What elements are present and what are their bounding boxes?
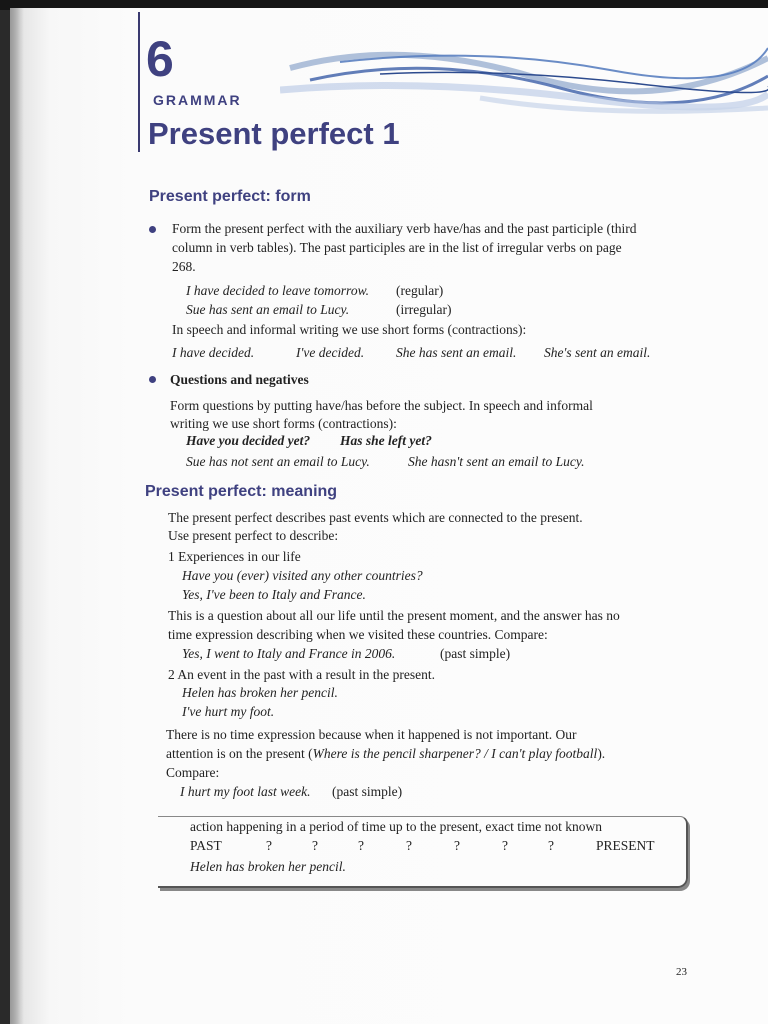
contractions-intro: In speech and informal writing we use short forms (contractions): [172,322,527,337]
timeline-past: PAST [190,838,222,853]
point-1-example-2: Yes, I've been to Italy and France. [182,587,366,602]
timeline-mark: ? [266,838,272,853]
timeline-mark: ? [502,838,508,853]
timeline-mark: ? [406,838,412,853]
form-line-2: column in verb tables). The past participles are in the list of irregular verbs on page [172,240,622,255]
timeline-caption: action happening in a period of time up to the present, exact time not known [190,819,603,834]
point-2-note-2 [166,746,605,762]
questions-line-1: Form questions by putting have/has before the subject. In speech and informal [170,398,593,413]
contraction-long-1: I have decided. [172,345,255,360]
contraction-short-1: I've decided. [296,345,365,360]
page-number: 23 [676,966,687,978]
point-2-example-2: I've hurt my foot. [182,704,275,719]
note-irregular: (irregular) [396,302,452,317]
questions-heading: Questions and negatives [170,372,309,387]
point-2-title: 2 An event in the past with a result in the present. [168,667,435,682]
negative-example-2: She hasn't sent an email to Lucy. [408,454,585,469]
questions-line-2: writing we use short forms (contractions): [170,416,397,431]
bullet-dot [149,226,156,233]
question-example-1: Have you decided yet? [186,433,311,448]
meaning-intro-1: The present perfect describes past events which are connected to the present. [168,510,583,525]
point-1-title: 1 Experiences in our life [168,549,301,564]
unit-number: 6 [146,31,174,87]
form-line-3: 268. [172,259,196,274]
timeline-present: PRESENT [596,838,655,853]
timeline-mark: ? [548,838,554,853]
contraction-short-2: She's sent an email. [544,345,651,360]
point-1-compare: Yes, I went to Italy and France in 2006. [182,646,396,661]
point-2-note-2-end: ). [597,746,606,761]
unit-rule [138,12,140,152]
timeline-mark: ? [358,838,364,853]
bullet-dot [149,376,156,383]
point-2-compare-note: (past simple) [332,784,403,799]
point-2-note-1: There is no time expression because when it happened is not important. Our [166,727,577,742]
contraction-long-2: She has sent an email. [396,345,517,360]
timeline-example: Helen has broken her pencil. [190,859,346,874]
book-page [10,8,768,1024]
question-example-2: Has she left yet? [340,433,432,448]
section-label: GRAMMAR [153,92,242,108]
negative-example-1: Sue has not sent an email to Lucy. [186,454,370,469]
timeline-mark: ? [454,838,460,853]
point-1-note-1: This is a question about all our life until the present moment, and the answer has no [168,608,620,623]
timeline-mark: ? [312,838,318,853]
point-2-example-1: Helen has broken her pencil. [182,685,338,700]
point-1-example-1: Have you (ever) visited any other countries? [182,568,423,583]
point-2-note-2-italic: Where is the pencil sharpener? / I can't play football [312,746,598,761]
form-line-1: Form the present perfect with the auxiliary verb have/has and the past participle (third [172,221,637,236]
example-irregular: Sue has sent an email to Lucy. [186,302,350,317]
heading-meaning: Present perfect: meaning [145,483,338,500]
page-title: Present perfect 1 [148,116,400,151]
example-regular: I have decided to leave tomorrow. [186,283,369,298]
meaning-intro-2: Use present perfect to describe: [168,528,339,543]
point-1-note-2: time expression describing when we visited these countries. Compare: [168,627,548,642]
point-2-note-2-start: attention is on the present ( [166,746,313,761]
point-1-compare-note: (past simple) [440,646,511,661]
point-2-compare: I hurt my foot last week. [180,784,311,799]
note-regular: (regular) [396,283,444,298]
point-2-note-3: Compare: [166,765,220,780]
spine-shadow [10,8,24,1024]
heading-form: Present perfect: form [149,188,311,205]
